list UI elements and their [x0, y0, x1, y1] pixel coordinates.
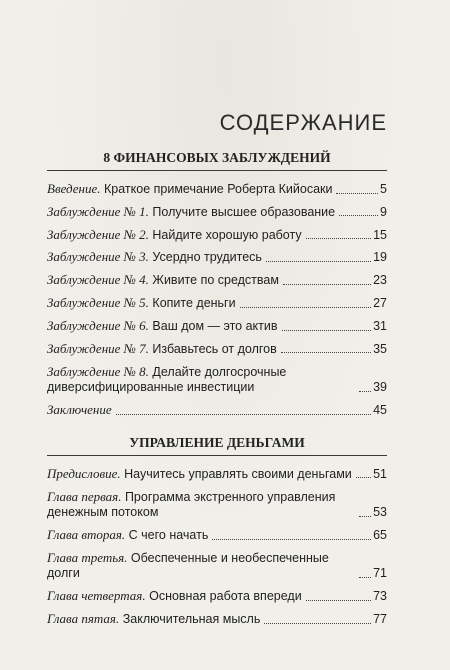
entry-label: Глава пятая.: [47, 611, 120, 627]
entry-title: Живите по средствам: [152, 273, 279, 288]
entry-label: Заблуждение № 2.: [47, 226, 149, 242]
entry-label: Заблуждение № 7.: [47, 340, 149, 356]
entry-title: Делайте долгосрочные диверсифицированные инвестиции: [47, 364, 287, 395]
entry-label: Заблуждение № 8.: [47, 363, 149, 379]
section-fallacies: [47, 150, 387, 419]
entry-title: Краткое примечание Роберта Кийосаки: [104, 182, 333, 196]
entry-label: Заблуждение № 5.: [47, 295, 149, 311]
dot-leader: [116, 414, 371, 415]
section-spacer: [47, 425, 387, 435]
dot-leader: [359, 577, 371, 578]
page-number: 51: [373, 466, 387, 481]
entry-title: Программа экстренного управления денежным потоком: [47, 489, 336, 520]
page-number: 35: [373, 341, 387, 356]
toc-entry: [47, 249, 387, 266]
entry-label: Заблуждение № 4.: [47, 272, 149, 288]
dot-leader: [283, 284, 371, 285]
dot-leader: [212, 539, 371, 540]
page-number: 19: [373, 250, 387, 265]
entry-title: Научитесь управлять своими деньгами: [124, 466, 352, 481]
dot-leader: [336, 193, 378, 194]
entry-title: Усердно трудитесь: [152, 250, 262, 265]
toc-entry: [47, 341, 387, 358]
dot-leader: [240, 307, 371, 308]
dot-leader: [281, 352, 371, 353]
dot-leader: [266, 261, 371, 262]
entry-title: Ваш дом — это актив: [152, 318, 278, 333]
dot-leader: [359, 391, 371, 392]
toc-entry: [47, 611, 387, 628]
entry-label: Заключение: [47, 401, 112, 417]
toc-entry: [47, 489, 387, 521]
dot-leader: [282, 330, 372, 331]
toc-entry: [47, 527, 387, 544]
toc-entry: [47, 550, 387, 582]
section-divider: [47, 455, 387, 456]
page-number: 53: [373, 505, 387, 520]
entry-title: Найдите хорошую работу: [152, 227, 302, 242]
toc-entry: [47, 466, 387, 483]
entry-title: Обеспеченные и необеспеченные долги: [47, 550, 329, 581]
entry-title: Получите высшее образование: [152, 204, 336, 219]
page-number: 23: [373, 273, 387, 288]
page-number: 15: [373, 227, 387, 242]
dot-leader: [356, 477, 371, 478]
page-number: 77: [373, 612, 387, 627]
page-number: 71: [373, 566, 387, 581]
entry-label: Предисловие.: [47, 465, 121, 481]
dot-leader: [264, 623, 371, 624]
toc-entry: [47, 588, 387, 605]
entry-title: С чего начать: [128, 528, 209, 542]
page-number: 31: [373, 318, 387, 333]
page-number: 73: [373, 589, 387, 604]
page-number: 45: [373, 402, 387, 417]
entry-label: Введение.: [47, 181, 101, 196]
dot-leader: [306, 238, 371, 239]
entry-title: Заключительная мысль: [122, 612, 261, 627]
section-heading: 8 ФИНАНСОВЫХ ЗАБЛУЖДЕНИЙ: [103, 150, 331, 165]
toc-entry: [47, 227, 387, 244]
page-number: 27: [373, 296, 387, 311]
entry-label: Глава первая.: [47, 488, 122, 504]
entry-label: Глава четвертая.: [47, 588, 146, 604]
section-money-management: [47, 435, 387, 628]
toc-entry: [47, 402, 387, 419]
toc-entry: [47, 272, 387, 289]
entry-title: Основная работа впереди: [149, 589, 302, 604]
page-number: 65: [373, 528, 387, 542]
dot-leader: [306, 600, 371, 601]
page-title: СОДЕРЖАНИЕ: [219, 110, 387, 135]
entry-label: Глава вторая.: [47, 527, 126, 542]
entry-label: Глава третья.: [47, 549, 128, 565]
entry-title: Копите деньги: [152, 296, 236, 311]
entry-label: Заблуждение № 6.: [47, 317, 149, 333]
page-number: 9: [380, 204, 387, 219]
page-number: 5: [380, 182, 387, 196]
toc-entry: [47, 318, 387, 335]
toc-entry: [47, 364, 387, 396]
entry-label: Заблуждение № 3.: [47, 249, 149, 265]
dot-leader: [339, 215, 378, 216]
page-number: 39: [373, 380, 387, 395]
section-heading: УПРАВЛЕНИЕ ДЕНЬГАМИ: [129, 434, 305, 450]
toc-entry: [47, 204, 387, 221]
entry-title: Избавьтесь от долгов: [152, 341, 277, 356]
table-of-contents: [47, 110, 387, 634]
dot-leader: [359, 516, 371, 517]
entry-label: Заблуждение № 1.: [47, 203, 149, 219]
section-divider: [47, 170, 387, 171]
toc-entry: [47, 295, 387, 312]
toc-entry: [47, 181, 387, 198]
